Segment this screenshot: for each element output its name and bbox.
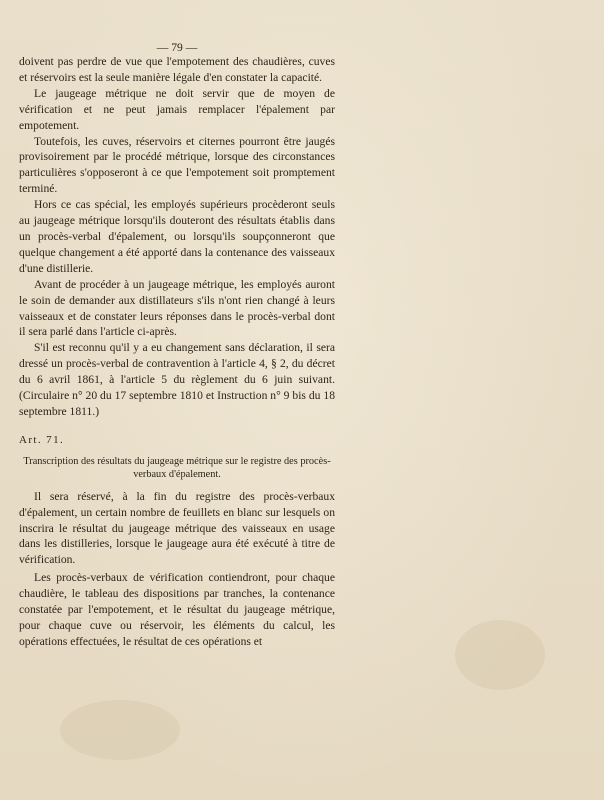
text-column — [19, 40, 335, 650]
paper-stain — [455, 620, 545, 690]
page-number: — 79 — — [156, 41, 198, 54]
paragraph: Hors ce cas spécial, les employés supérieurs procèderont seuls au jaugeage métrique lorsqu'ils douteront des résultats établis dans un procès-verbal d'épalement, ou lorsqu'ils soupçonneront que quelque changement a été apporté dans la contenance des vaisseaux d'une distillerie. — [19, 198, 335, 275]
paragraph: Le jaugeage métrique ne doit servir que de moyen de vérification et ne peut jamais remplacer l'épalement par empotement. — [19, 86, 335, 132]
paragraph: S'il est reconnu qu'il y a eu changement sans déclaration, il sera dressé un procès-verbal de contravention à l'article 4, § 2, du décret du 6 avril 1861, à l'article 5 du règlement du 6 juin suivant. (Circulaire n° 20 du 17 septembre 1810 et Instruction n° 9 bis du 18 septembre 1811.) — [19, 341, 335, 418]
paragraph: doivent pas perdre de vue que l'empotement des chaudières, cuves et réservoirs est la seule manière légale d'en constater la capacité. — [19, 55, 335, 84]
paragraph: Toutefois, les cuves, réservoirs et citernes pourront être jaugés provisoirement par le procédé métrique, lorsque des circonstances particulières s'opposeront à ce que l'empotement soit promptement terminé. — [19, 134, 335, 196]
article-heading: Art. 71. — [19, 433, 65, 446]
article-title: Transcription des résultats du jaugeage métrique sur le registre des procès-verbaux d'épalement. — [23, 455, 331, 480]
paragraph: Avant de procéder à un jaugeage métrique, les employés auront le soin de demander aux distillateurs s'ils n'ont rien changé à leurs vaisseaux et de constater leurs réponses dans le procès-verbal dont il sera parlé dans l'article ci-après. — [19, 277, 335, 339]
paragraph: Les procès-verbaux de vérification contiendront, pour chaque chaudière, le tableau des dispositions par tranches, la contenance constatée par l'empotement, et le résultat du jaugeage métrique, pour chaque cuve ou réservoir, les éléments du calcul, les opérations effectuées, le résultat de ces opérations et — [19, 571, 335, 648]
paper-stain — [60, 700, 180, 760]
paragraph: Il sera réservé, à la fin du registre des procès-verbaux d'épalement, un certain nombre de feuillets en blanc sur lesquels on inscrira le résultat du jaugeage métrique des vaisseaux en usage dans les distilleries, lorsque le jaugeage aura été exécuté à titre de vérification. — [19, 489, 335, 567]
